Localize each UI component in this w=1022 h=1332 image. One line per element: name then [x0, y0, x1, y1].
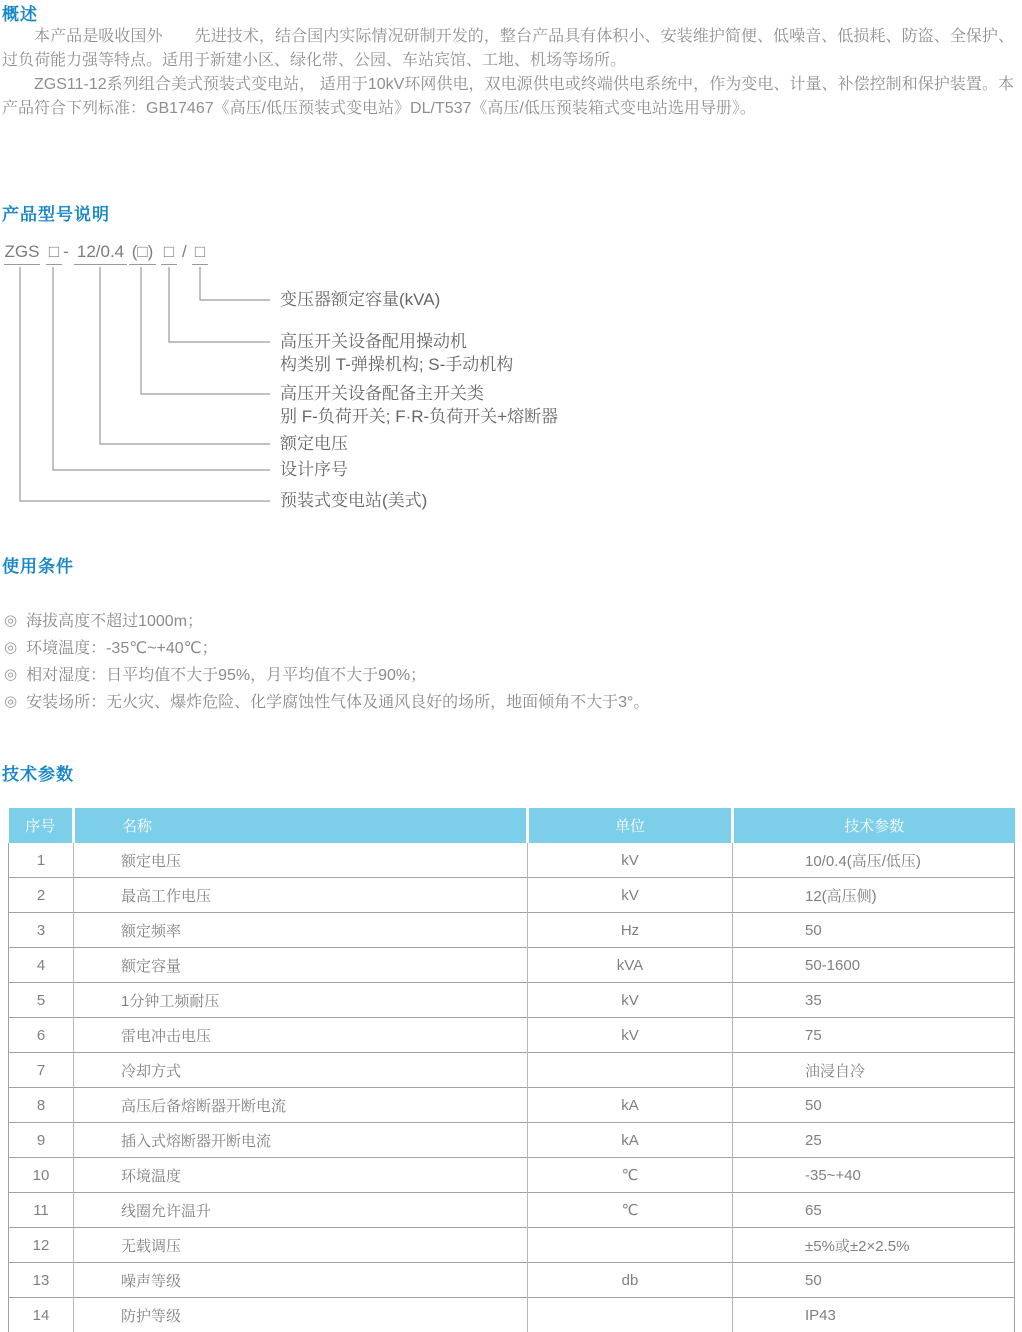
column-header-index: 序号: [9, 808, 74, 843]
table-cell: [528, 1053, 733, 1088]
column-header-name: 名称: [74, 808, 528, 843]
table-cell: 2: [9, 878, 74, 913]
table-row: [9, 1263, 1015, 1298]
table-cell: 高压后备熔断器开断电流: [74, 1088, 528, 1123]
bullseye-bullet-icon: ◎: [4, 692, 18, 710]
table-row: [9, 878, 1015, 913]
list-item: [4, 633, 1004, 660]
overview-paragraph-2: ZGS11-12系列组合美式预装式变电站， 适用于10kV环网供电，双电源供电或终端供电系统中，作为变电、计量、补偿控制和保护装置。本产品符合下列标准：GB17467《高压/低压预装式变电站》DL/T537《高压/低压预装箱式变电站选用导册》。: [2, 76, 1014, 117]
diagram-label-switch: 高压开关设备配备主开关类: [280, 384, 484, 403]
diagram-label-rated-voltage: 额定电压: [280, 434, 348, 453]
model-part-box-3: □: [161, 242, 177, 265]
specs-heading: 技术参数: [2, 765, 74, 784]
table-cell: 防护等级: [74, 1298, 528, 1332]
table-cell: Hz: [528, 913, 733, 948]
table-cell: kV: [528, 983, 733, 1018]
diagram-label-substation-type: 预装式变电站(美式): [280, 491, 428, 510]
table-cell: [528, 1228, 733, 1263]
table-row: [9, 1228, 1015, 1263]
table-cell: 10: [9, 1158, 74, 1193]
specs-table-header: [9, 808, 1015, 843]
table-cell: 65: [733, 1193, 1015, 1228]
conditions-list: [4, 606, 1004, 714]
table-cell: 噪声等级: [74, 1263, 528, 1298]
table-cell: ℃: [528, 1193, 733, 1228]
table-cell: 额定电压: [74, 843, 528, 878]
model-number-diagram: [0, 240, 1022, 532]
table-cell: 1: [9, 843, 74, 878]
table-cell: 50: [733, 1088, 1015, 1123]
list-item: [4, 687, 1004, 714]
table-cell: 1分钟工频耐压: [74, 983, 528, 1018]
table-cell: 8: [9, 1088, 74, 1123]
table-cell: 12(高压侧): [733, 878, 1015, 913]
table-cell: 11: [9, 1193, 74, 1228]
table-row: [9, 983, 1015, 1018]
overview-paragraphs: [2, 25, 1014, 121]
table-cell: 13: [9, 1263, 74, 1298]
table-cell: 10/0.4(高压/低压): [733, 843, 1015, 878]
overview-heading: 概述: [2, 5, 38, 24]
table-cell: 7: [9, 1053, 74, 1088]
column-header-value: 技术参数: [733, 808, 1015, 843]
table-cell: 雷电冲击电压: [74, 1018, 528, 1053]
table-cell: 50: [733, 1263, 1015, 1298]
model-part-box-2: (□): [129, 242, 156, 265]
diagram-label-switch-types: 别 F-负荷开关; F·R-负荷开关+熔断器: [280, 407, 559, 426]
diagram-connector-lines: [0, 240, 1022, 532]
specs-table-body: [9, 843, 1015, 1332]
table-cell: ±5%或±2×2.5%: [733, 1228, 1015, 1263]
list-item: [4, 606, 1004, 633]
table-cell: -35~+40: [733, 1158, 1015, 1193]
conditions-heading: 使用条件: [2, 557, 74, 576]
table-cell: 12: [9, 1228, 74, 1263]
table-cell: 6: [9, 1018, 74, 1053]
table-row: [9, 1298, 1015, 1332]
table-row: [9, 1018, 1015, 1053]
bullseye-bullet-icon: ◎: [4, 638, 18, 656]
model-part-slash: /: [182, 242, 187, 261]
table-cell: ℃: [528, 1158, 733, 1193]
table-cell: 最高工作电压: [74, 878, 528, 913]
table-cell: 50: [733, 913, 1015, 948]
model-part-box-1: □: [46, 242, 62, 265]
table-cell: 插入式熔断器开断电流: [74, 1123, 528, 1158]
condition-altitude: 海拔高度不超过1000m；: [26, 613, 204, 630]
model-section-heading: 产品型号说明: [2, 205, 110, 224]
table-cell: [528, 1298, 733, 1332]
model-part-zgs: ZGS: [4, 242, 40, 265]
table-cell: 9: [9, 1123, 74, 1158]
table-cell: kV: [528, 843, 733, 878]
table-cell: 油浸自冷: [733, 1053, 1015, 1088]
table-cell: kV: [528, 1018, 733, 1053]
table-cell: 额定容量: [74, 948, 528, 983]
column-header-unit: 单位: [528, 808, 733, 843]
table-cell: kV: [528, 878, 733, 913]
table-cell: 环境温度: [74, 1158, 528, 1193]
overview-paragraph-1: 本产品是吸收国外 先进技术，结合国内实际情况研制开发的，整台产品具有体积小、安装维护简便、低噪音、低损耗、防盗、全保护、过负荷能力强等特点。适用于新建小区、绿化带、公园、车站宾馆、工地、机场等场所。: [2, 28, 1014, 69]
table-cell: 线圈允许温升: [74, 1193, 528, 1228]
table-cell: 3: [9, 913, 74, 948]
table-cell: 50-1600: [733, 948, 1015, 983]
model-part-voltage: 12/0.4: [74, 242, 127, 265]
table-cell: 75: [733, 1018, 1015, 1053]
table-cell: 冷却方式: [74, 1053, 528, 1088]
table-cell: kVA: [528, 948, 733, 983]
table-header-row: [9, 808, 1015, 843]
table-row: [9, 1053, 1015, 1088]
specs-table-container: [8, 808, 1014, 1332]
table-cell: 35: [733, 983, 1015, 1018]
table-cell: 14: [9, 1298, 74, 1332]
condition-temperature: 环境温度：-35℃~+40℃；: [26, 640, 218, 657]
table-cell: kA: [528, 1123, 733, 1158]
diagram-label-capacity: 变压器额定容量(kVA): [280, 290, 441, 309]
table-cell: 25: [733, 1123, 1015, 1158]
table-row: [9, 1193, 1015, 1228]
table-row: [9, 913, 1015, 948]
condition-installation-site: 安装场所：无火灾、爆炸危险、化学腐蚀性气体及通风良好的场所，地面倾角不大于3°。: [26, 694, 650, 711]
table-cell: 无载调压: [74, 1228, 528, 1263]
list-item: [4, 660, 1004, 687]
model-part-dash: -: [63, 242, 69, 261]
table-cell: db: [528, 1263, 733, 1298]
table-cell: kA: [528, 1088, 733, 1123]
bullseye-bullet-icon: ◎: [4, 665, 18, 683]
condition-humidity: 相对湿度：日平均值不大于95%，月平均值不大于90%；: [26, 667, 427, 684]
table-cell: 额定频率: [74, 913, 528, 948]
table-row: [9, 843, 1015, 878]
bullseye-bullet-icon: ◎: [4, 611, 18, 629]
model-part-box-4: □: [192, 242, 208, 265]
specs-table: [8, 808, 1015, 1332]
table-row: [9, 948, 1015, 983]
table-row: [9, 1123, 1015, 1158]
table-cell: 5: [9, 983, 74, 1018]
table-cell: 4: [9, 948, 74, 983]
diagram-label-mechanism: 高压开关设备配用操动机: [280, 332, 467, 351]
table-row: [9, 1158, 1015, 1193]
table-row: [9, 1088, 1015, 1123]
diagram-label-mechanism-types: 构类别 T-弹操机构; S-手动机构: [280, 355, 514, 374]
diagram-label-design-serial: 设计序号: [280, 460, 348, 479]
table-cell: IP43: [733, 1298, 1015, 1332]
